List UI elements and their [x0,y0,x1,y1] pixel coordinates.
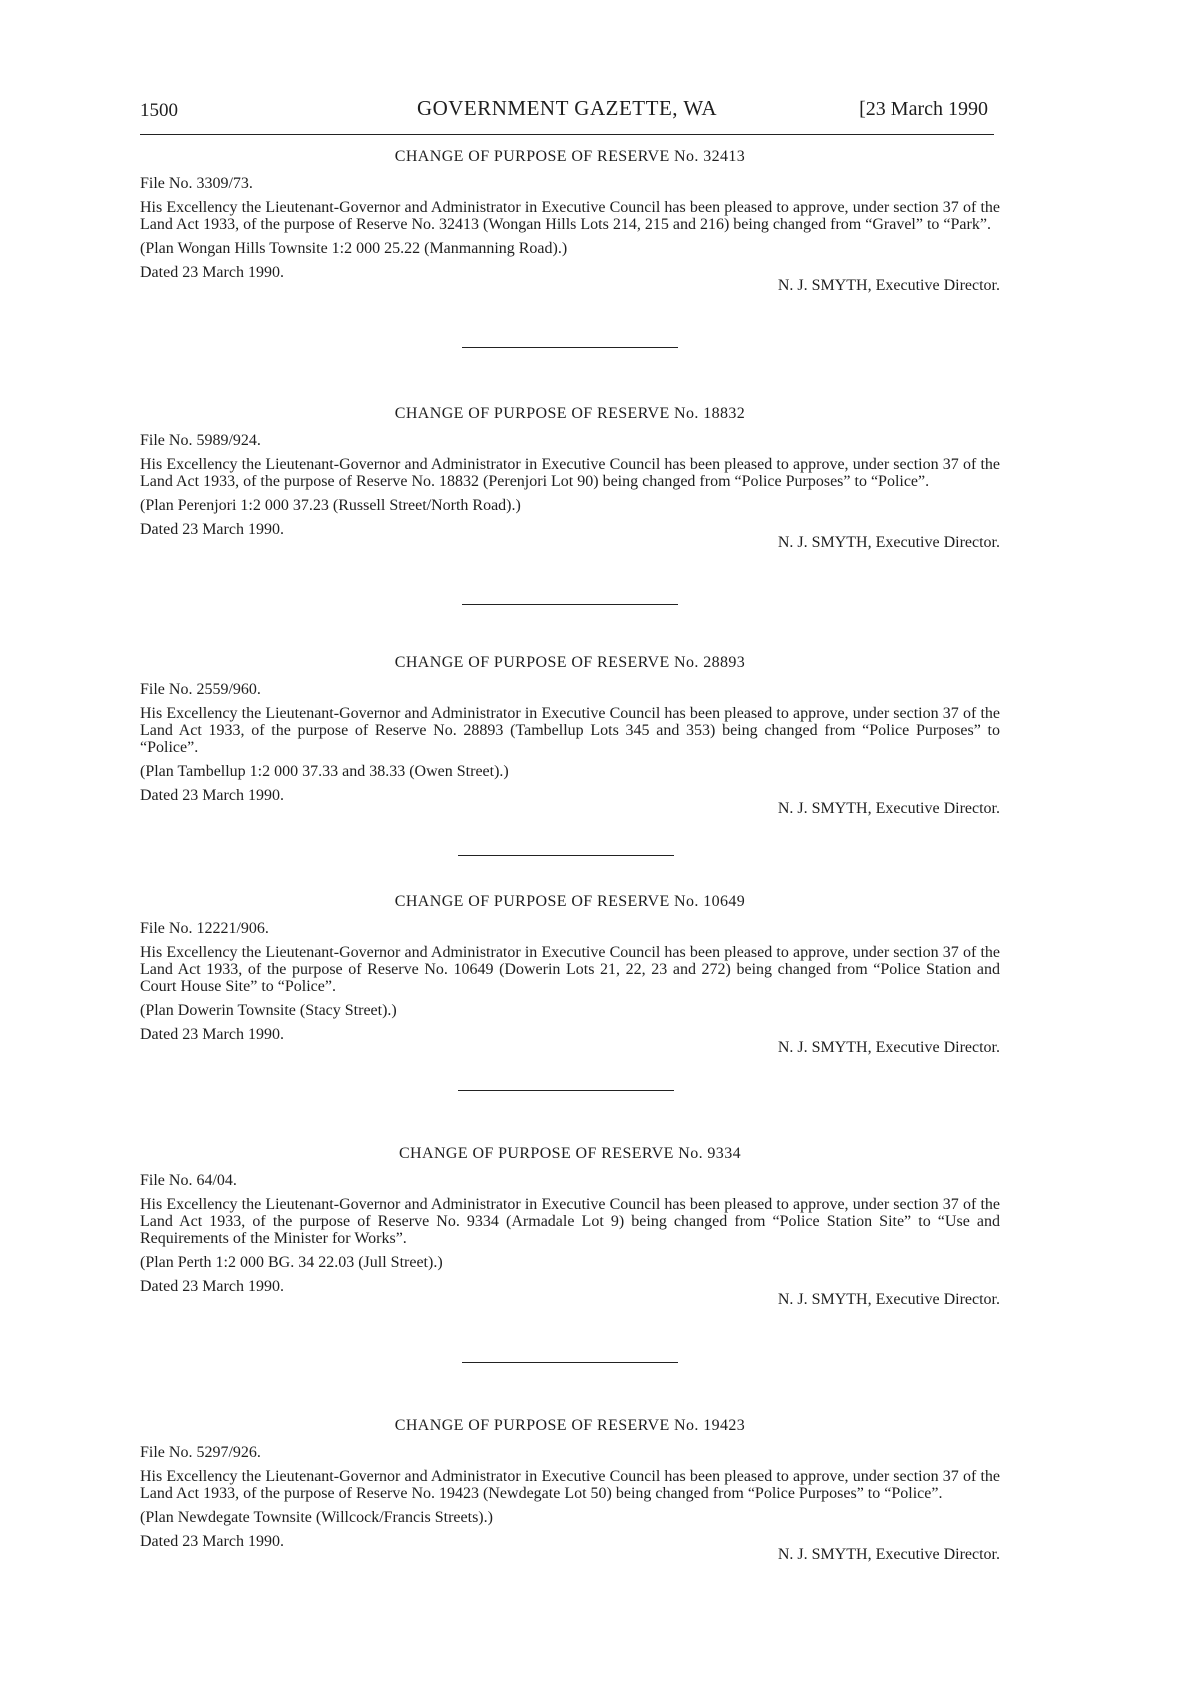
file-number: File No. 5989/924. [140,432,261,449]
plan-reference: (Plan Perth 1:2 000 BG. 34 22.03 (Jull Street).) [140,1254,443,1271]
dated-line: Dated 23 March 1990. [140,1026,284,1043]
notice-body: His Excellency the Lieutenant-Governor and Administrator in Executive Council has been pleased to approve, under section 37 of the Land Act 1933, of the purpose of Reserve No. 10649 (Dowerin Lots 21, 22, 23 and 272) being changed from “Police Station and Court House Site” to “Police”. [140,944,1000,995]
file-number: File No. 12221/906. [140,920,269,937]
separator-rule [462,347,678,348]
dated-line: Dated 23 March 1990. [140,264,284,281]
notice-title: CHANGE OF PURPOSE OF RESERVE No. 18832 [394,405,746,422]
notice-body: His Excellency the Lieutenant-Governor and Administrator in Executive Council has been pleased to approve, under section 37 of the Land Act 1933, of the purpose of Reserve No. 28893 (Tambellup Lots 345 and 353) being changed from “Police Purposes” to “Police”. [140,705,1000,756]
signature: N. J. SMYTH, Executive Director. [777,800,1000,817]
file-number: File No. 3309/73. [140,175,253,192]
notice-title: CHANGE OF PURPOSE OF RESERVE No. 9334 [398,1145,741,1162]
notice-reserve-32413 [140,148,1000,294]
signature: N. J. SMYTH, Executive Director. [777,1291,1000,1308]
plan-reference: (Plan Perenjori 1:2 000 37.23 (Russell Street/North Road).) [140,497,521,514]
dated-line: Dated 23 March 1990. [140,521,284,538]
notice-body: His Excellency the Lieutenant-Governor and Administrator in Executive Council has been pleased to approve, under section 37 of the Land Act 1933, of the purpose of Reserve No. 9334 (Armadale Lot 9) being changed from “Police Station Site” to “Use and Requirements of the Minister for Works”. [140,1196,1000,1247]
dated-line: Dated 23 March 1990. [140,1278,284,1295]
signature: N. J. SMYTH, Executive Director. [777,277,1000,294]
notice-reserve-9334 [140,1145,1000,1308]
notice-reserve-19423 [140,1417,1000,1563]
separator-rule [458,855,674,856]
notice-title: CHANGE OF PURPOSE OF RESERVE No. 28893 [394,654,746,671]
notice-body: His Excellency the Lieutenant-Governor and Administrator in Executive Council has been pleased to approve, under section 37 of the Land Act 1933, of the purpose of Reserve No. 18832 (Perenjori Lot 90) being changed from “Police Purposes” to “Police”. [140,456,1000,490]
signature: N. J. SMYTH, Executive Director. [777,1039,1000,1056]
notice-title: CHANGE OF PURPOSE OF RESERVE No. 32413 [394,148,746,165]
plan-reference: (Plan Dowerin Townsite (Stacy Street).) [140,1002,397,1019]
plan-reference: (Plan Tambellup 1:2 000 37.33 and 38.33 (Owen Street).) [140,763,509,780]
dated-line: Dated 23 March 1990. [140,1533,284,1550]
notice-reserve-18832 [140,405,1000,551]
page-number: 1500 [140,100,178,121]
signature: N. J. SMYTH, Executive Director. [777,534,1000,551]
notice-title: CHANGE OF PURPOSE OF RESERVE No. 19423 [394,1417,746,1434]
dated-line: Dated 23 March 1990. [140,787,284,804]
publication-title: GOVERNMENT GAZETTE, WA [416,96,718,120]
plan-reference: (Plan Newdegate Townsite (Willcock/Francis Streets).) [140,1509,493,1526]
file-number: File No. 64/04. [140,1172,237,1189]
separator-rule [462,1362,678,1363]
notice-reserve-10649 [140,893,1000,1056]
file-number: File No. 5297/926. [140,1444,261,1461]
plan-reference: (Plan Wongan Hills Townsite 1:2 000 25.22 (Manmanning Road).) [140,240,568,257]
file-number: File No. 2559/960. [140,681,261,698]
notice-title: CHANGE OF PURPOSE OF RESERVE No. 10649 [394,893,746,910]
separator-rule [462,604,678,605]
notice-body: His Excellency the Lieutenant-Governor and Administrator in Executive Council has been pleased to approve, under section 37 of the Land Act 1933, of the purpose of Reserve No. 32413 (Wongan Hills Lots 214, 215 and 216) being changed from “Gravel” to “Park”. [140,199,1000,233]
separator-rule [458,1090,674,1091]
signature: N. J. SMYTH, Executive Director. [777,1546,1000,1563]
page-header [140,96,994,135]
notice-body: His Excellency the Lieutenant-Governor and Administrator in Executive Council has been pleased to approve, under section 37 of the Land Act 1933, of the purpose of Reserve No. 19423 (Newdegate Lot 50) being changed from “Police Purposes” to “Police”. [140,1468,1000,1502]
notice-reserve-28893 [140,654,1000,817]
issue-date: [23 March 1990 [859,98,988,120]
